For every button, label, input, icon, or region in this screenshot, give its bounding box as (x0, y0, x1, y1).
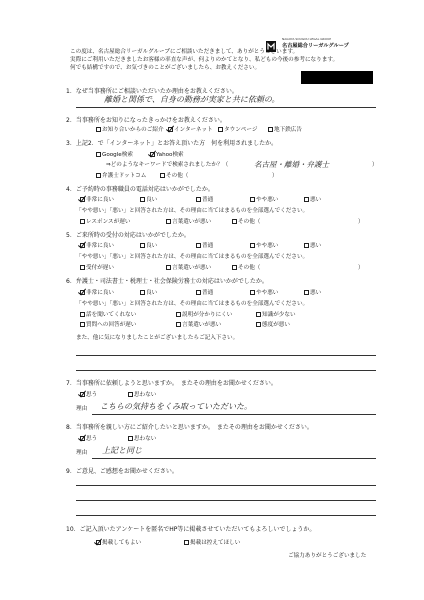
q5-reason-language[interactable]: 言葉遣いが悪い (166, 265, 211, 272)
q7-yes-checkbox[interactable] (80, 392, 85, 397)
q4-average-checkbox[interactable] (196, 197, 201, 202)
q5-other-checkbox[interactable] (232, 265, 237, 270)
q8-yes-checkbox[interactable] (80, 436, 85, 441)
intro-line-1: この度は、名古屋総合リーガルグループにご相談いただきまして、ありがとうございます。 (70, 49, 299, 55)
q3-bengoshi-com-checkbox[interactable] (96, 173, 101, 178)
q9-line-2 (76, 500, 376, 501)
q4-good-checkbox[interactable] (140, 197, 145, 202)
q2-subway-checkbox[interactable] (268, 127, 273, 132)
q5-average-checkbox[interactable] (196, 243, 201, 248)
q4-somewhat-bad-checkbox[interactable] (250, 197, 255, 202)
q2-option-referral[interactable]: お知り合いからのご紹介 (96, 127, 164, 134)
q6-comment-line-1 (76, 355, 376, 356)
q5-rating-very-good[interactable]: 非常に良い (80, 243, 114, 250)
q2-label: 2．当事務所をお知りになったきっかけをお教えください。 (66, 117, 226, 124)
q6-reason-attitude[interactable]: 態度が悪い (256, 322, 290, 329)
q3-option-other[interactable]: その他（ (160, 173, 188, 180)
q6-bad-checkbox[interactable] (304, 290, 309, 295)
q6-very-good-checkbox[interactable] (80, 290, 85, 295)
q8-reason-answer: 上記と同じ (102, 446, 142, 455)
q4-rating-somewhat-bad[interactable]: やや悪い (250, 197, 278, 204)
q5-rating-good[interactable]: 良い (140, 243, 157, 250)
q10-option-refrain[interactable]: 掲載は控えてほしい (184, 540, 240, 547)
q3-label: 3．上記2．で「インターネット」とお答え頂いた方 何を利用されましたか。 (66, 140, 278, 147)
q8-option-no[interactable]: 思わない (128, 436, 156, 443)
q3-other-checkbox[interactable] (160, 173, 165, 178)
q8-option-yes[interactable]: 思う (80, 436, 97, 443)
q4-language-checkbox[interactable] (166, 219, 171, 224)
q6-slow-answer-checkbox[interactable] (80, 322, 85, 327)
q3-keyword-question: ⇒どのようなキーワードで検索されましたか？（ (106, 162, 229, 168)
q6-not-listening-checkbox[interactable] (80, 312, 85, 317)
q1-answer-line (76, 107, 376, 108)
q5-slow-reception-checkbox[interactable] (80, 265, 85, 270)
q4-reason-slow-response[interactable]: レスポンスが遅い (80, 219, 130, 226)
intro-line-3: 何でも結構ですので、お気づきのことがございましたら、お教えください。 (70, 65, 261, 71)
q2-option-subway[interactable]: 地下鉄広告 (268, 127, 302, 134)
q7-reason-line (92, 414, 376, 415)
q2-option-internet[interactable]: インターネット (168, 127, 213, 134)
q4-rating-average[interactable]: 普通 (196, 197, 213, 204)
q7-no-checkbox[interactable] (128, 392, 133, 397)
q3-yahoo-checkbox[interactable] (150, 152, 155, 157)
q3-option-bengoshi-com[interactable]: 弁護士ドットコム (96, 173, 146, 180)
q6-rating-very-good[interactable]: 非常に良い (80, 290, 114, 297)
q5-rating-somewhat-bad[interactable]: やや悪い (250, 243, 278, 250)
q6-rating-average[interactable]: 普通 (196, 290, 213, 297)
q6-rating-bad[interactable]: 悪い (304, 290, 321, 297)
q8-label: 8．当事務所を親しい方にご紹介したいと思いますか。 またその理由をお聞かせください。 (66, 424, 313, 431)
q10-refrain-checkbox[interactable] (184, 540, 189, 545)
q3-keyword-answer: 名古屋・離婚・弁護士 (254, 160, 329, 169)
q6-little-knowledge-checkbox[interactable] (256, 312, 261, 317)
thanks-message: ご協力ありがとうございました (288, 553, 367, 559)
q5-reason-other[interactable]: その他（ (232, 265, 260, 272)
q5-bad-checkbox[interactable] (304, 243, 309, 248)
q2-option-townpage[interactable]: タウンページ (218, 127, 257, 134)
q7-reason-answer: こちらの気持ちをくみ取っていただいた。 (100, 402, 252, 411)
q3-keyword-close: ） (372, 162, 378, 168)
q10-label: 10．ご記入頂いたアンケートを匿名でHP等に掲載させていただいてもよろしいでしょうか。 (66, 526, 316, 533)
q9-line-1 (76, 485, 376, 486)
q3-other-close: ） (272, 173, 278, 179)
q6-unclear-checkbox[interactable] (176, 312, 181, 317)
q6-extra-comments: また、他に気になりましたことがございましたらご記入下さい。 (76, 335, 239, 341)
q5-rating-average[interactable]: 普通 (196, 243, 213, 250)
q4-reason-other[interactable]: その他（ (232, 219, 260, 226)
q4-other-checkbox[interactable] (232, 219, 237, 224)
q10-option-allow[interactable]: 掲載してもよい (96, 540, 141, 547)
q4-rating-bad[interactable]: 悪い (304, 197, 321, 204)
q6-rating-somewhat-bad[interactable]: やや悪い (250, 290, 278, 297)
q3-google-checkbox[interactable] (96, 152, 101, 157)
q6-good-checkbox[interactable] (140, 290, 145, 295)
q5-good-checkbox[interactable] (140, 243, 145, 248)
org-name: 名古屋総合リーガルグループ (282, 43, 349, 49)
intro-line-2: 実際にご利用いただきましたお客様の率直な声が、何よりのかてとなり、私どもの今後の参考になります。 (70, 57, 339, 63)
q4-followup: 「やや悪い」「悪い」と回答された方は、その理由に当てはまるものを全部選んでください。 (76, 208, 309, 214)
q6-reason-unclear[interactable]: 説明が分かりにくい (176, 312, 232, 319)
q4-rating-very-good[interactable]: 非常に良い (80, 197, 114, 204)
q6-attitude-checkbox[interactable] (256, 322, 261, 327)
q5-very-good-checkbox[interactable] (80, 243, 85, 248)
q5-somewhat-bad-checkbox[interactable] (250, 243, 255, 248)
q5-rating-bad[interactable]: 悪い (304, 243, 321, 250)
q5-language-checkbox[interactable] (166, 265, 171, 270)
q6-reason-little-knowledge[interactable]: 知識が少ない (256, 312, 296, 319)
q7-option-yes[interactable]: 思う (80, 392, 97, 399)
q7-label: 7．当事務所に依頼しようと思いますか。 またその理由をお聞かせください。 (66, 380, 277, 387)
org-name-english: NAGOYA SOUGOU LEGAL GROUP (282, 37, 332, 41)
q5-other-close: ） (358, 265, 364, 271)
q6-reason-slow-answer[interactable]: 質問への回答が遅い (80, 322, 136, 329)
q9-label: 9．ご意見、ご感想をお聞かせください。 (66, 468, 178, 475)
q3-option-google[interactable]: Google検索 (96, 152, 133, 159)
q8-reason-label: 理由 (76, 450, 88, 456)
q5-reason-slow-reception[interactable]: 受付が遅い (80, 265, 114, 272)
q4-rating-good[interactable]: 良い (140, 197, 157, 204)
q10-allow-checkbox[interactable] (96, 540, 101, 545)
q1-label: 1．なぜ当事務所にご相談いただいたか理由をお教えください。 (66, 88, 238, 95)
q1-answer: 離婚と関係で、自身の勤務が実家と共に依頼の。 (104, 95, 280, 104)
q7-reason-label: 理由 (76, 406, 88, 412)
q6-reason-language[interactable]: 言葉遣いが悪い (176, 322, 221, 329)
q2-townpage-checkbox[interactable] (218, 127, 223, 132)
q9-line-3 (76, 515, 376, 516)
q4-label: 4．ご予約時の事務職員の電話対応はいかがでしたか。 (66, 186, 214, 193)
q6-average-checkbox[interactable] (196, 290, 201, 295)
q5-label: 5．ご来所時の受付の対応はいかがでしたか。 (66, 232, 190, 239)
q4-other-close: ） (358, 219, 364, 225)
q2-referral-checkbox[interactable] (96, 127, 101, 132)
q4-very-good-checkbox[interactable] (80, 197, 85, 202)
q6-label: 6．弁護士・司法書士・税理士・社会保険労務士の対応はいかがでしたか。 (66, 278, 268, 285)
redacted-name-block (301, 71, 373, 84)
q2-internet-checkbox[interactable] (168, 127, 173, 132)
q6-language-checkbox[interactable] (176, 322, 181, 327)
q8-no-checkbox[interactable] (128, 436, 133, 441)
q5-followup: 「やや悪い」「悪い」と回答された方は、その理由に当てはまるものを全部選んでください。 (76, 254, 309, 260)
q4-slow-response-checkbox[interactable] (80, 219, 85, 224)
q8-reason-line (92, 458, 376, 459)
q4-bad-checkbox[interactable] (304, 197, 309, 202)
q6-comment-line-2 (76, 370, 376, 371)
q6-reason-not-listening[interactable]: 話を聞いてくれない (80, 312, 136, 319)
q6-followup: 「やや悪い」「悪い」と回答された方は、その理由に当てはまるものを全部選んでください。 (76, 301, 309, 307)
q6-rating-good[interactable]: 良い (140, 290, 157, 297)
q3-option-yahoo[interactable]: Yahoo検索 (150, 152, 184, 159)
q4-reason-language[interactable]: 言葉遣いが悪い (166, 219, 211, 226)
q7-option-no[interactable]: 思わない (128, 392, 156, 399)
q6-somewhat-bad-checkbox[interactable] (250, 290, 255, 295)
